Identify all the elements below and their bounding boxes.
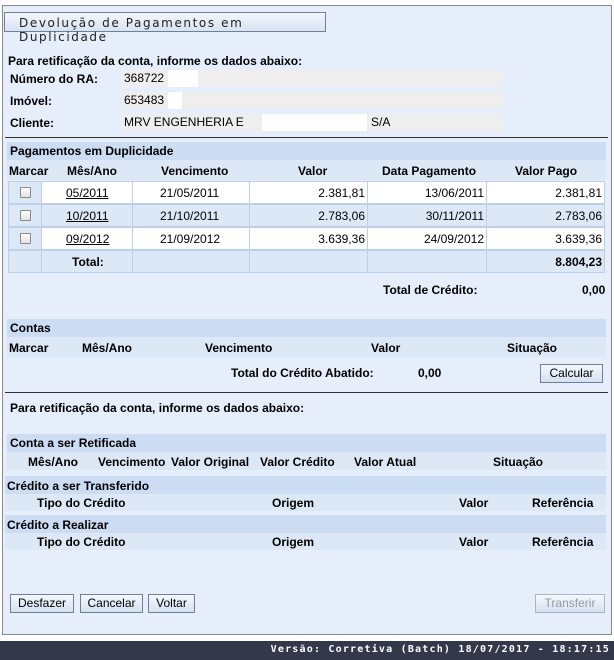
credito-abatido-label: Total do Crédito Abatido: (231, 366, 374, 380)
table-cell (42, 251, 132, 272)
cancelar-button[interactable]: Cancelar (80, 594, 143, 613)
imovel-value: 653483 (124, 93, 165, 107)
transferir-button[interactable]: Transferir (535, 594, 605, 613)
window-title-bar (4, 12, 326, 44)
contas-col-vencimento: Vencimento (205, 341, 273, 355)
transferido-title: Crédito a ser Transferido (7, 479, 150, 493)
valor-value: 2.783,06 (318, 209, 365, 223)
divider (5, 392, 608, 393)
table-cell (133, 182, 249, 203)
table-cell (250, 228, 367, 249)
valor-pago-value: 2.783,06 (555, 209, 602, 223)
retificada-col-valor-credito: Valor Crédito (260, 455, 335, 469)
transferido-col-origem: Origem (272, 496, 315, 510)
voltar-button[interactable]: Voltar (148, 594, 195, 613)
col-marcar: Marcar (9, 164, 49, 178)
data-pagamento-value: 30/11/2011 (425, 209, 484, 223)
mes-ano-link[interactable]: 09/2012 (66, 232, 110, 246)
info-instruction: Para retificação da conta, informe os dados abaixo: (8, 54, 303, 68)
ra-value: 368722 (124, 71, 165, 85)
cliente-suffix: S/A (371, 115, 391, 129)
imovel-label: Imóvel: (10, 94, 53, 108)
table-cell (42, 228, 132, 249)
divider (5, 137, 608, 138)
col-valor: Valor (298, 164, 328, 178)
contas-col-valor: Valor (371, 341, 401, 355)
desfazer-button[interactable]: Desfazer (10, 594, 74, 613)
table-cell (42, 205, 132, 226)
col-data-pagamento: Data Pagamento (382, 164, 477, 178)
calcular-button[interactable]: Calcular (540, 364, 603, 383)
version-text: Versão: Corretiva (Batch) 18/07/2017 - 18:17:15 (270, 644, 610, 655)
table-cell (487, 251, 604, 272)
contas-col-situacao: Situação (507, 341, 558, 355)
realizar-title: Crédito a Realizar (7, 518, 109, 532)
redaction-mask (262, 114, 367, 131)
transferido-col-valor: Valor (459, 496, 489, 510)
row-checkbox[interactable] (20, 187, 31, 198)
table-cell (368, 182, 486, 203)
retificada-col-valor-original: Valor Original (171, 455, 250, 469)
table-cell (42, 182, 132, 203)
retificada-col-vencimento: Vencimento (98, 455, 166, 469)
table-cell (368, 205, 486, 226)
mes-ano-link[interactable]: 05/2011 (66, 186, 109, 200)
realizar-col-referencia: Referência (532, 535, 594, 549)
col-valor-pago: Valor Pago (515, 164, 578, 178)
contas-header-bar (7, 319, 606, 337)
valor-pago-value: 2.381,81 (555, 186, 602, 200)
cliente-value: MRV ENGENHERIA E (124, 115, 244, 129)
table-cell (487, 228, 604, 249)
retificacao-instruction: Para retificação da conta, informe os dados abaixo: (10, 401, 305, 415)
version-footer (0, 641, 614, 660)
realizar-col-tipo: Tipo do Crédito (37, 535, 126, 549)
retificada-col-situacao: Situação (493, 455, 544, 469)
retificada-title: Conta a ser Retificada (10, 436, 137, 450)
pagamentos-title: Pagamentos em Duplicidade (10, 144, 174, 158)
credito-abatido-value: 0,00 (418, 366, 442, 380)
table-cell (250, 205, 367, 226)
table-cell (368, 228, 486, 249)
table-cell (250, 251, 367, 272)
table-cell (9, 251, 41, 272)
total-credito-value: 0,00 (582, 283, 606, 297)
mes-ano-link[interactable]: 10/2011 (66, 209, 109, 223)
valor-value: 2.381,81 (318, 186, 365, 200)
total-label: Total: (72, 255, 104, 269)
contas-col-mes-ano: Mês/Ano (82, 341, 133, 355)
realizar-col-valor: Valor (459, 535, 489, 549)
realizar-col-origem: Origem (272, 535, 315, 549)
vencimento-value: 21/05/2011 (160, 186, 220, 200)
col-mes-ano: Mês/Ano (67, 164, 118, 178)
data-pagamento-value: 13/06/2011 (424, 186, 484, 200)
table-cell (133, 251, 249, 272)
row-checkbox[interactable] (20, 210, 31, 221)
transferido-col-referencia: Referência (532, 496, 594, 510)
table-cell (250, 182, 367, 203)
retificada-col-valor-atual: Valor Atual (354, 455, 417, 469)
table-cell (368, 251, 486, 272)
valor-pago-value: 3.639,36 (555, 232, 602, 246)
contas-title: Contas (10, 321, 51, 335)
row-checkbox[interactable] (20, 233, 31, 244)
contas-col-marcar: Marcar (9, 341, 49, 355)
table-cell (487, 205, 604, 226)
window-title: Devolução de Pagamentos em Duplicidade (19, 16, 244, 44)
valor-value: 3.639,36 (318, 232, 365, 246)
total-value: 8.804,23 (555, 255, 602, 269)
vencimento-value: 21/10/2011 (160, 209, 220, 223)
redaction-mask (168, 70, 198, 87)
retificada-col-mes-ano: Mês/Ano (28, 455, 79, 469)
vencimento-value: 21/09/2012 (160, 232, 221, 246)
table-cell (133, 228, 249, 249)
redaction-mask (168, 92, 182, 109)
table-cell (133, 205, 249, 226)
ra-label: Número do RA: (10, 72, 98, 86)
cliente-label: Cliente: (10, 116, 55, 130)
transferido-col-tipo: Tipo do Crédito (37, 496, 126, 510)
table-cell (487, 182, 604, 203)
col-vencimento: Vencimento (161, 164, 229, 178)
total-credito-label: Total de Crédito: (383, 283, 478, 297)
data-pagamento-value: 24/09/2012 (423, 232, 484, 246)
